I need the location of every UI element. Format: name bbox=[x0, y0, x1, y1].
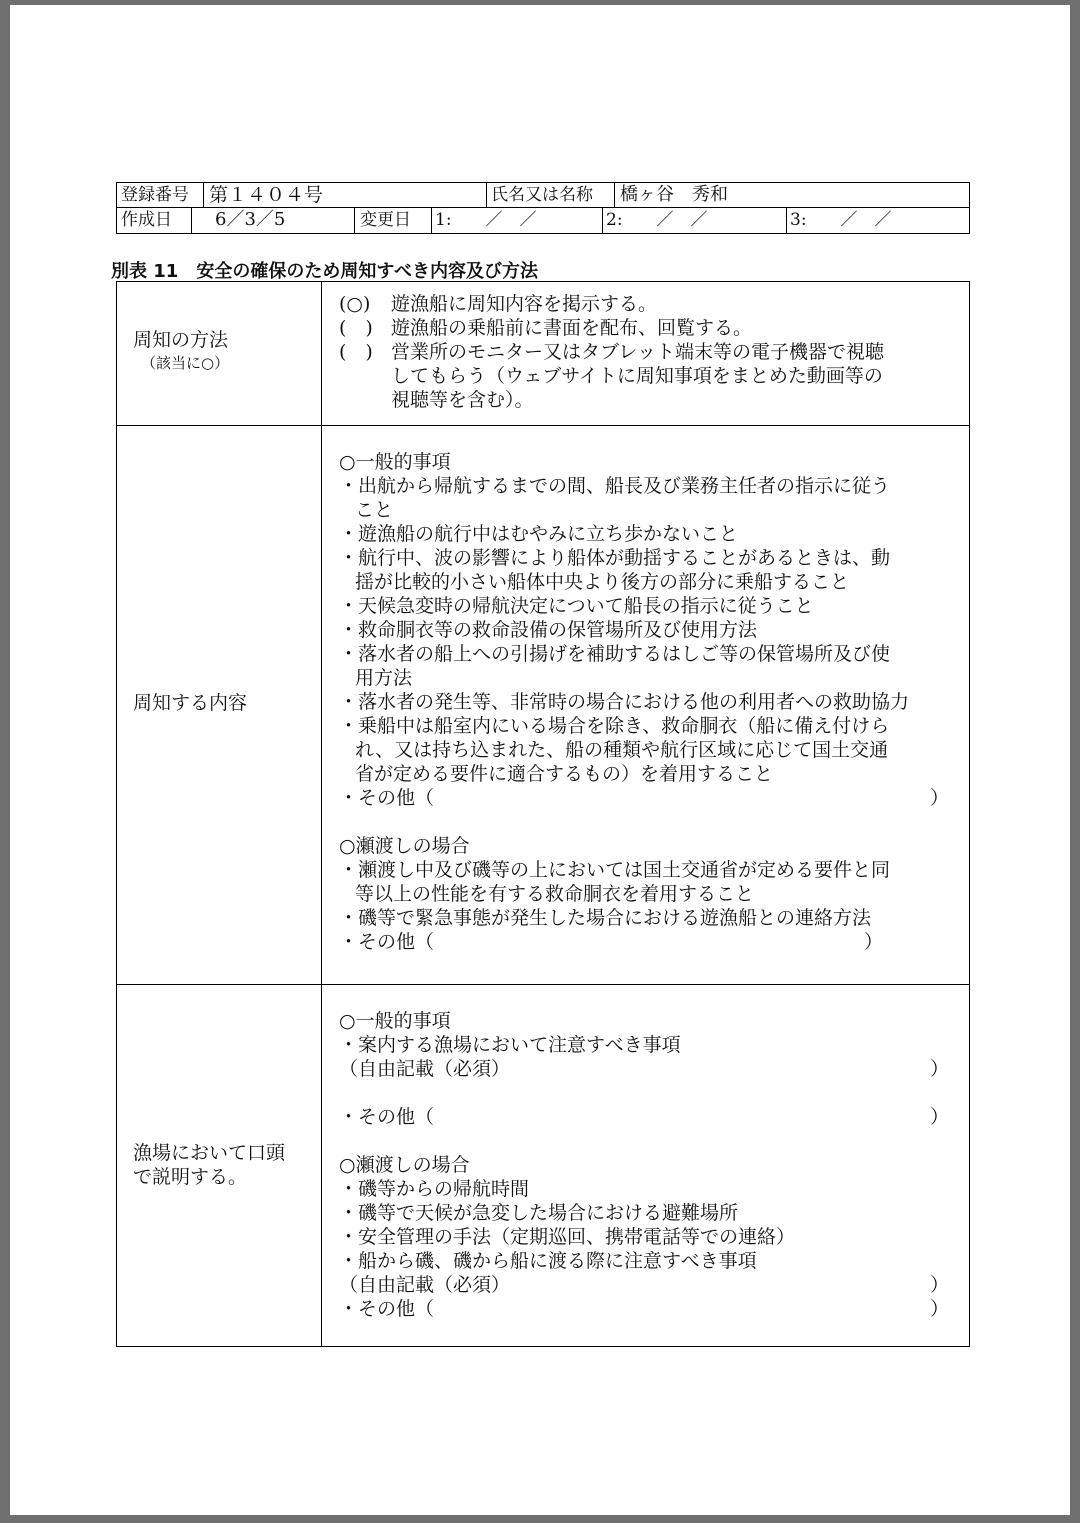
oral-iso-item: ・船から磯、磯から船に渡る際に注意すべき事項 bbox=[339, 1250, 757, 1272]
general-item-line: 用方法 bbox=[355, 667, 413, 689]
oral-iso-item: ・磯等からの帰航時間 bbox=[339, 1178, 530, 1200]
oral-iso-other: ・その他（ ） bbox=[339, 1298, 949, 1320]
change-1: 1: ／ ／ bbox=[435, 210, 537, 230]
method-label: 周知の方法 （該当に○） bbox=[133, 329, 230, 372]
checkbox-mark: ( ) bbox=[339, 317, 373, 339]
general-item-line: ・出航から帰航するまでの間、船長及び業務主任者の指示に従う bbox=[339, 475, 891, 497]
method-option-line bbox=[339, 316, 959, 340]
checkbox-mark: ( ) bbox=[339, 341, 373, 363]
general-item-line: ・航行中、波の影響により船体が動揺することがあるときは、動 bbox=[339, 547, 891, 569]
table-caption: 別表 11 安全の確保のため周知すべき内容及び方法 bbox=[111, 261, 538, 282]
option-text: 遊漁船の乗船前に書面を配布、回覧する。 bbox=[391, 317, 753, 339]
created-value: 6／3／5 bbox=[215, 209, 286, 230]
close-paren: ） bbox=[863, 931, 883, 953]
oral-general-other: ・その他（ ） bbox=[339, 1106, 949, 1128]
iso-item-line: ・瀬渡し中及び磯等の上においては国土交通省が定める要件と同 bbox=[339, 859, 891, 881]
general-item-line: 省が定める要件に適合するもの）を着用すること bbox=[355, 763, 774, 785]
content-label: 周知する内容 bbox=[133, 692, 248, 714]
method-option-line bbox=[339, 292, 959, 316]
reg-label: 登録番号 bbox=[121, 185, 189, 205]
general-item-line: ・救命胴衣等の救命設備の保管場所及び使用方法 bbox=[339, 619, 758, 641]
iso-item-line: ・磯等で緊急事態が発生した場合における遊漁船との連絡方法 bbox=[339, 907, 872, 929]
method-option-line: 視聴等を含む）。 bbox=[391, 389, 534, 411]
header-row-2 bbox=[117, 208, 969, 233]
oral-label: 漁場において口頭 で説明する。 bbox=[133, 1142, 286, 1188]
created-label: 作成日 bbox=[121, 210, 172, 230]
general-item-line: ・乗船中は船室内にいる場合を除き、救命胴衣（船に備え付けら bbox=[339, 715, 890, 737]
general-item-line: ・天候急変時の帰航決定について船長の指示に従うこと bbox=[339, 595, 814, 617]
change-3: 3: ／ ／ bbox=[790, 210, 892, 230]
header-row-1 bbox=[117, 183, 969, 208]
method-option-line bbox=[339, 340, 959, 364]
close-paren: ） bbox=[929, 787, 949, 809]
name-value: 橋ヶ谷 秀和 bbox=[620, 184, 728, 205]
free-entry-line: （自由記載（必須） ） bbox=[339, 1058, 949, 1080]
general-heading: ○一般的事項 bbox=[339, 451, 451, 473]
iso-free-entry-line: （自由記載（必須） ） bbox=[339, 1274, 949, 1296]
option-text: 遊漁船に周知内容を掲示する。 bbox=[391, 293, 658, 315]
general-item-line: れ、又は持ち込まれた、船の種類や航行区域に応じて国土交通 bbox=[355, 739, 889, 761]
checkbox-mark: (○) bbox=[339, 293, 371, 315]
method-options bbox=[339, 292, 959, 412]
oral-items bbox=[339, 1009, 959, 1321]
oral-general-item: ・案内する漁場において注意すべき事項 bbox=[339, 1034, 681, 1056]
name-label: 氏名又は名称 bbox=[491, 185, 593, 205]
reg-value: 第１４０４号 bbox=[209, 184, 324, 206]
close-paren: ） bbox=[929, 1106, 949, 1128]
oral-iso-item: ・磯等で天候が急変した場合における避難場所 bbox=[339, 1202, 739, 1224]
general-item-line: こと bbox=[355, 499, 394, 521]
general-item-line: ・遊漁船の航行中はむやみに立ち歩かないこと bbox=[339, 523, 739, 545]
spacer bbox=[339, 1081, 959, 1105]
spacer bbox=[339, 1129, 959, 1153]
oral-iso-item: ・安全管理の手法（定期巡回、携帯電話等での連絡） bbox=[339, 1226, 796, 1248]
spacer bbox=[339, 810, 959, 834]
safety-notice-table bbox=[116, 281, 970, 1347]
iso-item-line: 等以上の性能を有する救命胴衣を着用すること bbox=[355, 883, 755, 905]
method-sublabel: （該当に○） bbox=[141, 354, 230, 372]
general-item-line: ・落水者の船上への引揚げを補助するはしご等の保管場所及び使 bbox=[339, 643, 891, 665]
change-2: 2: ／ ／ bbox=[606, 210, 708, 230]
close-paren: ） bbox=[929, 1274, 949, 1296]
registration-header-table bbox=[116, 182, 970, 234]
general-item-line: ・落水者の発生等、非常時の場合における他の利用者への救助協力 bbox=[339, 691, 910, 713]
general-item-line: 揺が比較的小さい船体中央より後方の部分に乗船すること bbox=[355, 571, 850, 593]
content-items bbox=[339, 450, 959, 954]
general-other-line: ・その他（ ） bbox=[339, 787, 949, 809]
close-paren: ） bbox=[929, 1298, 949, 1320]
oral-iso-heading: ○瀬渡しの場合 bbox=[339, 1154, 470, 1176]
method-option-line: してもらう（ウェブサイトに周知事項をまとめた動画等の bbox=[391, 365, 883, 387]
oral-general-heading: ○一般的事項 bbox=[339, 1010, 451, 1032]
iso-heading: ○瀬渡しの場合 bbox=[339, 835, 470, 857]
option-text: 営業所のモニター又はタブレット端末等の電子機器で視聴 bbox=[391, 341, 885, 363]
iso-other-line: ・その他（ ） bbox=[339, 931, 883, 953]
changed-label: 変更日 bbox=[360, 210, 411, 230]
document-page bbox=[10, 5, 1070, 1515]
close-paren: ） bbox=[929, 1058, 949, 1080]
